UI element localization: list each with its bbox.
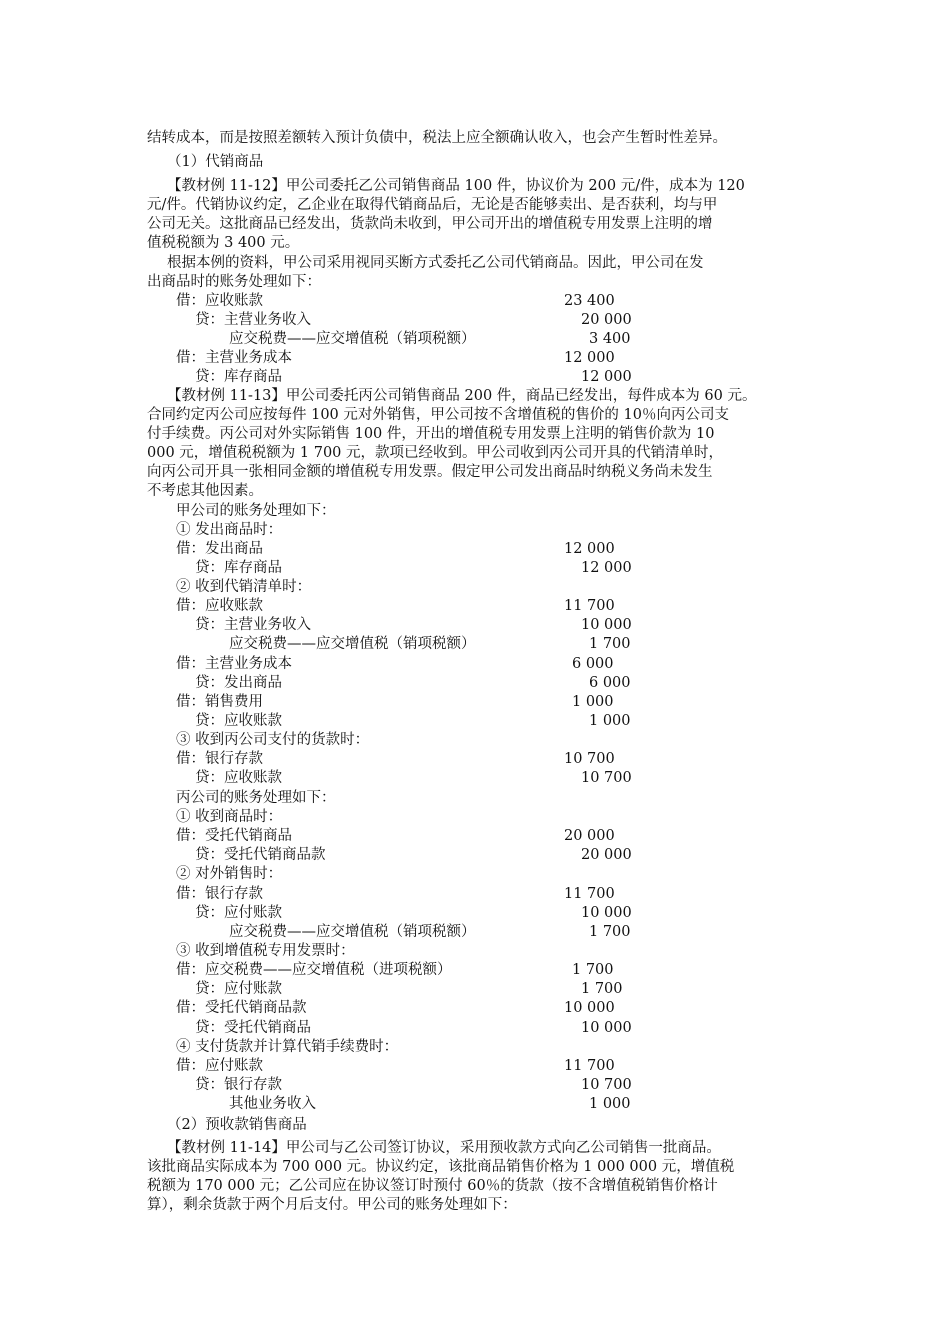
text-line: 贷：主营业务收入	[195, 312, 311, 328]
amount-value: 1 000	[572, 694, 614, 710]
text-line: 贷：受托代销商品款	[195, 847, 326, 863]
text-line: 向丙公司开具一张相同金额的增值税专用发票。假定甲公司发出商品时纳税义务尚未发生	[147, 464, 713, 480]
amount-value: 12 000	[581, 369, 632, 385]
amount-value: 1 700	[589, 924, 631, 940]
text-line: 【教材例 11-12】甲公司委托乙公司销售商品 100 件，协议价为 200 元/件，成本为 120	[167, 178, 745, 194]
text-line: 甲公司的账务处理如下：	[176, 503, 336, 519]
amount-value: 3 400	[589, 331, 631, 347]
text-line: 付手续费。丙公司对外实际销售 100 件，开出的增值税专用发票上注明的销售价款为 10	[147, 426, 715, 442]
text-line: 值税税额为 3 400 元。	[147, 235, 300, 251]
amount-value: 11 700	[564, 1058, 615, 1074]
amount-value: 12 000	[564, 541, 615, 557]
text-line: 应交税费——应交增值税（销项税额）	[229, 636, 476, 652]
text-line: 公司无关。这批商品已经发出，货款尚未收到，甲公司开出的增值税专用发票上注明的增	[147, 216, 713, 232]
text-line: 税额为 170 000 元；乙公司应在协议签订时预付 60％的货款（按不含增值税销售价格计	[147, 1178, 718, 1194]
text-line: 元/件。代销协议约定，乙企业在取得代销商品后，无论是否能够卖出、是否获利，均与甲	[147, 197, 718, 213]
text-line: 贷：应收账款	[195, 713, 282, 729]
text-line: 应交税费——应交增值税（销项税额）	[229, 331, 476, 347]
amount-value: 1 000	[589, 1096, 631, 1112]
text-line: ① 收到商品时：	[176, 809, 283, 825]
text-line: 借：应收账款	[176, 293, 263, 309]
amount-value: 20 000	[581, 312, 632, 328]
amount-value: 12 000	[564, 350, 615, 366]
text-line: ① 发出商品时：	[176, 522, 283, 538]
amount-value: 1 700	[581, 981, 623, 997]
amount-value: 10 000	[581, 905, 632, 921]
text-line: 借：受托代销商品	[176, 828, 292, 844]
text-line: 贷：应收账款	[195, 770, 282, 786]
text-line: 贷：库存商品	[195, 560, 282, 576]
text-line: ② 收到代销清单时：	[176, 579, 312, 595]
text-line: 贷：应付账款	[195, 905, 282, 921]
text-line: 其他业务收入	[229, 1096, 316, 1112]
text-line: 【教材例 11-14】甲公司与乙公司签订协议，采用预收款方式向乙公司销售一批商品。	[167, 1140, 721, 1156]
text-line: ④ 支付货款并计算代销手续费时：	[176, 1039, 399, 1055]
amount-value: 23 400	[564, 293, 615, 309]
text-line: 出商品时的账务处理如下：	[147, 274, 321, 290]
text-line: 借：主营业务成本	[176, 350, 292, 366]
amount-value: 11 700	[564, 886, 615, 902]
amount-value: 20 000	[564, 828, 615, 844]
text-line: ③ 收到丙公司支付的货款时：	[176, 732, 370, 748]
text-line: 根据本例的资料，甲公司采用视同买断方式委托乙公司代销商品。因此，甲公司在发	[167, 255, 704, 271]
text-line: ② 对外销售时：	[176, 866, 283, 882]
text-line: 借：银行存款	[176, 886, 263, 902]
amount-value: 10 700	[581, 770, 632, 786]
text-line: 贷：主营业务收入	[195, 617, 311, 633]
text-line: 贷：发出商品	[195, 675, 282, 691]
amount-value: 10 000	[564, 1000, 615, 1016]
amount-value: 20 000	[581, 847, 632, 863]
amount-value: 1 700	[572, 962, 614, 978]
amount-value: 10 000	[581, 1020, 632, 1036]
amount-value: 11 700	[564, 598, 615, 614]
amount-value: 1 700	[589, 636, 631, 652]
text-line: 借：应收账款	[176, 598, 263, 614]
text-line: 不考虑其他因素。	[147, 483, 263, 499]
text-line: 丙公司的账务处理如下：	[176, 790, 336, 806]
text-line: 贷：银行存款	[195, 1077, 282, 1093]
text-line: 借：应付账款	[176, 1058, 263, 1074]
text-line: （1）代销商品	[167, 154, 264, 170]
text-line: 借：受托代销商品款	[176, 1000, 307, 1016]
amount-value: 10 700	[581, 1077, 632, 1093]
text-line: 贷：应付账款	[195, 981, 282, 997]
text-line: 借：主营业务成本	[176, 656, 292, 672]
text-line: 该批商品实际成本为 700 000 元。协议约定，该批商品销售价格为 1 000 000 元，增值税	[147, 1159, 735, 1175]
amount-value: 12 000	[581, 560, 632, 576]
text-line: ③ 收到增值税专用发票时：	[176, 943, 355, 959]
text-line: 借：销售费用	[176, 694, 263, 710]
text-line: 000 元，增值税税额为 1 700 元，款项已经收到。甲公司收到丙公司开具的代销清单时，	[147, 445, 724, 461]
text-line: 借：发出商品	[176, 541, 263, 557]
text-line: 应交税费——应交增值税（销项税额）	[229, 924, 476, 940]
text-line: 借：应交税费——应交增值税（进项税额）	[176, 962, 452, 978]
amount-value: 1 000	[589, 713, 631, 729]
text-line: 贷：受托代销商品	[195, 1020, 311, 1036]
text-line: 借：银行存款	[176, 751, 263, 767]
amount-value: 6 000	[589, 675, 631, 691]
text-line: 结转成本，而是按照差额转入预计负债中，税法上应全额确认收入，也会产生暂时性差异。	[147, 130, 727, 146]
amount-value: 6 000	[572, 656, 614, 672]
amount-value: 10 000	[581, 617, 632, 633]
text-line: 【教材例 11-13】甲公司委托丙公司销售商品 200 件，商品已经发出，每件成本为 60 元。	[167, 388, 757, 404]
text-line: 贷：库存商品	[195, 369, 282, 385]
text-line: 合同约定丙公司应按每件 100 元对外销售，甲公司按不含增值税的售价的 10％向丙公司支	[147, 407, 729, 423]
text-line: 算），剩余货款于两个月后支付。甲公司的账务处理如下：	[147, 1197, 517, 1213]
text-line: （2）预收款销售商品	[167, 1117, 307, 1133]
amount-value: 10 700	[564, 751, 615, 767]
